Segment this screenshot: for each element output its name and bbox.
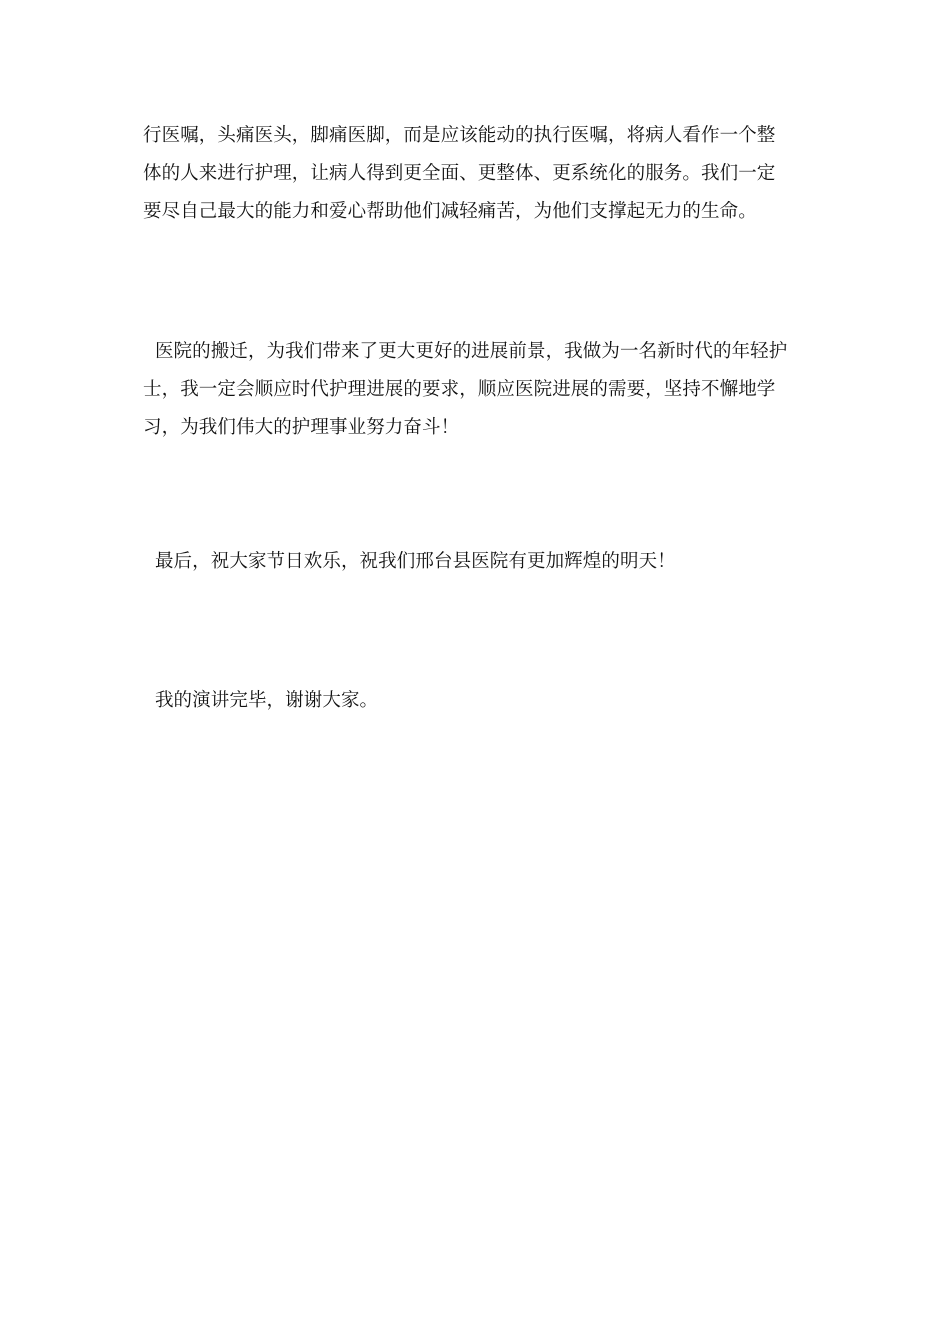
paragraph-line: 体的人来进行护理，让病人得到更全面、更整体、更系统化的服务。我们一定 [143,163,776,184]
paragraph-hospital-relocation [143,333,808,447]
paragraph-holiday-wishes [143,543,808,581]
paragraph-line: 要尽自己最大的能力和爱心帮助他们减轻痛苦，为他们支撑起无力的生命。 [143,201,757,222]
paragraph-care-philosophy [143,117,808,231]
paragraph-closing-thanks [143,682,808,720]
paragraph-line: 医院的搬迁，为我们带来了更大更好的进展前景，我做为一名新时代的年轻护 [143,341,788,362]
paragraph-line: 我的演讲完毕，谢谢大家。 [143,690,379,711]
paragraph-line: 习，为我们伟大的护理事业努力奋斗！ [143,417,460,438]
paragraph-line: 士，我一定会顺应时代护理进展的要求，顺应医院进展的需要，坚持不懈地学 [143,379,776,400]
paragraph-line: 最后，祝大家节日欢乐，祝我们邢台县医院有更加辉煌的明天！ [143,551,676,572]
paragraph-line: 行医嘱，头痛医头，脚痛医脚，而是应该能动的执行医嘱，将病人看作一个整 [143,125,776,146]
